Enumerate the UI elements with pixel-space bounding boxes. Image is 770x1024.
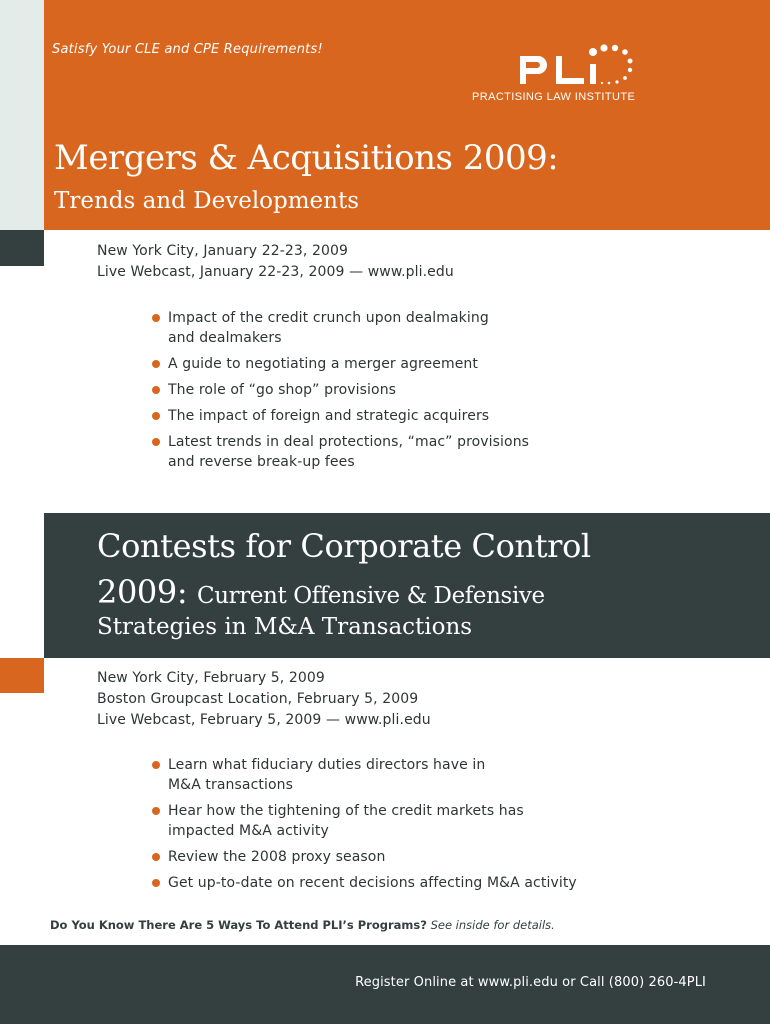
bullet-item: [149, 873, 749, 893]
program2-info-line: New York City, February 5, 2009: [97, 670, 325, 686]
bullet-text: and dealmakers: [168, 330, 282, 346]
program1-info-line: New York City, January 22-23, 2009: [97, 243, 349, 259]
left-accent-block-dark: [0, 230, 44, 266]
bullet-text: A guide to negotiating a merger agreement: [168, 356, 478, 372]
bullet-dot-icon: [152, 438, 160, 446]
bullet-dot-icon: [152, 314, 160, 322]
bullet-dot-icon: [152, 807, 160, 815]
program2-title-line3: Strategies in M&A Transactions: [97, 614, 473, 640]
program2-info-line: Boston Groupcast Location, February 5, 2009: [97, 691, 419, 707]
question-italic: See inside for details.: [430, 918, 555, 932]
bullet-text: Get up-to-date on recent decisions affecting M&A activity: [168, 875, 577, 891]
register-info: Register Online at www.pli.edu or Call (800) 260-4PLI: [355, 975, 706, 990]
bullet-dot-icon: [152, 853, 160, 861]
question-bold: Do You Know There Are 5 Ways To Attend PLI’s Programs?: [50, 918, 427, 932]
bullet-text: Latest trends in deal protections, “mac” provisions: [168, 434, 530, 450]
program2-title-rest: Current Offensive & Defensive: [197, 583, 545, 609]
program1-title: Mergers & Acquisitions 2009:: [54, 138, 559, 178]
bullet-text: The impact of foreign and strategic acquirers: [168, 408, 490, 424]
program2-bullet-list: [149, 755, 749, 899]
bullet-item: [149, 308, 709, 348]
program1-info: [97, 241, 454, 283]
bullet-text: Learn what fiduciary duties directors have in: [168, 757, 486, 773]
bullet-item: [149, 755, 749, 795]
bullet-item: [149, 432, 709, 472]
bullet-dot-icon: [152, 761, 160, 769]
bullet-dot-icon: [152, 412, 160, 420]
bullet-text: The role of “go shop” provisions: [168, 382, 397, 398]
bullet-item: [149, 354, 709, 374]
bullet-text: Review the 2008 proxy season: [168, 849, 386, 865]
attendance-question: [50, 918, 555, 932]
logo-subtitle: PRACTISING LAW INSTITUTE: [472, 91, 636, 103]
bullet-item: [149, 847, 749, 867]
bullet-text: and reverse break-up fees: [168, 454, 355, 470]
program2-title-year: 2009:: [97, 573, 188, 611]
bullet-text: Hear how the tightening of the credit markets has: [168, 803, 524, 819]
bullet-text: M&A transactions: [168, 777, 294, 793]
program2-title: Contests for Corporate Control: [97, 527, 591, 565]
program1-info-line: Live Webcast, January 22-23, 2009 — www.pli.edu: [97, 264, 454, 280]
bullet-item: [149, 801, 749, 841]
left-accent-block-orange: [0, 658, 44, 693]
bullet-text: impacted M&A activity: [168, 823, 329, 839]
program2-info-line: Live Webcast, February 5, 2009 — www.pli.edu: [97, 712, 431, 728]
tagline: Satisfy Your CLE and CPE Requirements!: [52, 42, 323, 57]
program1-bullet-list: [149, 308, 709, 478]
bullet-item: [149, 406, 709, 426]
bullet-dot-icon: [152, 360, 160, 368]
bullet-text: Impact of the credit crunch upon dealmaking: [168, 310, 489, 326]
program2-title-line2: [97, 573, 545, 611]
bullet-dot-icon: [152, 386, 160, 394]
program1-subtitle: Trends and Developments: [54, 188, 360, 214]
program2-info: [97, 668, 431, 731]
left-accent-strip: [0, 0, 44, 230]
bullet-dot-icon: [152, 879, 160, 887]
bullet-item: [149, 380, 709, 400]
